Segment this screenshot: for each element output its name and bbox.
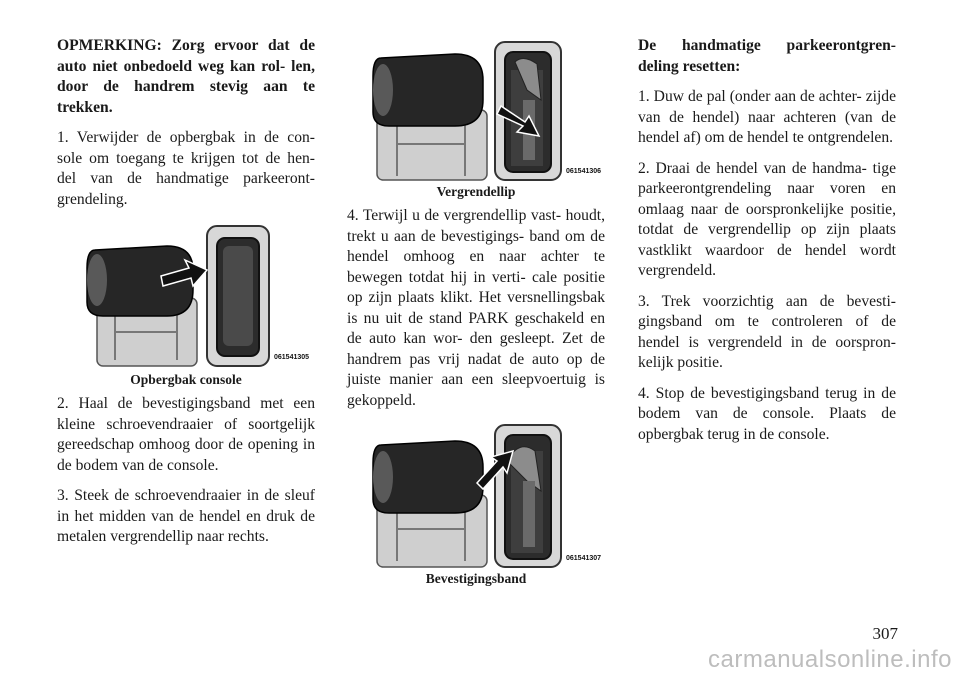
step-3-paragraph: 3. Steek de schroevendraaier in de sleuf in het midden van de hendel en druk de metalen vergrendellip naar rechts. bbox=[57, 487, 315, 545]
strap-illustration bbox=[347, 421, 605, 569]
column-left bbox=[57, 36, 315, 558]
reset-step-3-paragraph: 3. Trek voorzichtig aan de bevesti- gingsband om te controleren of de hendel is vergrendeld in de oorspron- kelijk positie. bbox=[638, 292, 896, 371]
step-1-paragraph: 1. Verwijder de opbergbak in de con- sole om toegang te krijgen tot de hen- del van de handmatige parkeeront- grendeling. bbox=[57, 129, 315, 208]
note-paragraph: OPMERKING: Zorg ervoor dat de auto niet onbedoeld weg kan rol- len, door de handrem stevig aan te trekken. bbox=[57, 37, 315, 116]
figure-code: 061541305 bbox=[274, 354, 310, 361]
figure-code: 061541306 bbox=[566, 168, 602, 175]
step-4-paragraph: 4. Terwijl u de vergrendellip vast- houdt, trekt u aan de bevestigings- band om de hendel omhoog en naar achter te bewegen totdat hij in verti- cale positie op zijn plaats klikt. Het versnellingsbak is nu uit de stand PARK geschakeld en de auto kan wor- den gesleept. Zet de handrem pas vrij nadat de auto op de juiste manier aan een sleepvoertuig is gekoppeld. bbox=[347, 207, 605, 409]
figure-caption: Opbergbak console bbox=[130, 372, 242, 387]
page-number: 307 bbox=[872, 624, 898, 643]
column-right bbox=[638, 36, 896, 455]
reset-step-1-paragraph: 1. Duw de pal (onder aan de achter- zijde van de hendel) naar achteren (van de hendel af) om de hendel te ontgrendelen. bbox=[638, 88, 896, 146]
figure-storage-bin bbox=[57, 220, 315, 388]
locking-tab-illustration bbox=[347, 40, 605, 182]
figure-strap bbox=[347, 421, 605, 587]
watermark: carmanualsonline.info bbox=[708, 646, 952, 673]
storage-bin-illustration bbox=[57, 220, 315, 370]
figure-locking-tab bbox=[347, 40, 605, 200]
section-heading: De handmatige parkeerontgren- deling resetten: bbox=[638, 37, 896, 75]
reset-step-2-paragraph: 2. Draai de hendel van de handma- tige parkeerontgrendeling naar voren en omlaag naar de oorspronkelijke positie, totdat de vergrendellip op zijn plaats vastklikt waardoor de hendel wordt vergrendeld. bbox=[638, 159, 896, 279]
step-2-paragraph: 2. Haal de bevestigingsband met een kleine schroevendraaier of soortgelijk gereedschap omhoog door de opening in de bodem van de console. bbox=[57, 395, 315, 474]
reset-step-4-paragraph: 4. Stop de bevestigingsband terug in de bodem van de console. Plaats de opbergbak terug in de console. bbox=[638, 384, 896, 443]
figure-code: 061541307 bbox=[566, 555, 602, 562]
column-middle bbox=[347, 40, 605, 593]
figure-caption: Vergrendellip bbox=[436, 184, 516, 199]
figure-caption: Bevestigingsband bbox=[425, 571, 527, 586]
